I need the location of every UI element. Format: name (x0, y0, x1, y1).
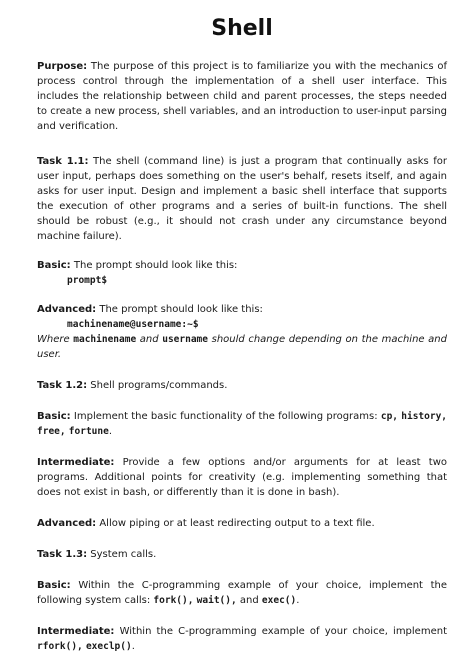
basic-syscalls-label: Basic: (37, 580, 71, 591)
task-1-1-text: The shell (command line) is just a program that continually asks for user input, perhaps does something on the user's behalf, resets itself, and again asks for user input. Design and implement a basic shell interface that supports the execution of other programs and a series of built-in functions. The shell should be robust (e.g., it should not crash under any circumstance beyond machine failure). (37, 156, 447, 242)
advanced-prompt-code-line (37, 317, 447, 332)
program-free: free, (37, 426, 66, 437)
note-rest: should change depending on the machine and user. (37, 334, 447, 360)
note-where: Where (37, 334, 70, 345)
basic-syscalls-end: . (296, 595, 300, 606)
purpose-text: The purpose of this project is to familiarize you with the mechanics of process control through the implementation of a shell user interface. This includes the relationship between child and parent processes, the steps needed to create a new process, shell variables, and an introduction to user-input parsing and verification. (37, 61, 447, 132)
task-1-1-paragraph (37, 154, 447, 244)
advanced-programs-text: Allow piping or at least redirecting output to a text file. (99, 518, 375, 529)
basic-programs-text: Implement the basic functionality of the following programs: (73, 411, 378, 422)
basic-prompt-code: prompt$ (67, 275, 108, 286)
syscall-wait: wait(), (196, 595, 237, 606)
basic-prompt-label: Basic: (37, 260, 71, 271)
intermediate-programs-text: Provide a few options and/or arguments for at least two programs. Additional points for creativity (e.g. implementing something that does not exist in bash, or differently than it is done in bash). (37, 457, 447, 498)
purpose-label: Purpose: (37, 61, 88, 72)
note-and: and (139, 334, 159, 345)
syscall-rfork: rfork(), (37, 641, 83, 652)
basic-prompt-paragraph (37, 258, 447, 273)
advanced-programs-label: Advanced: (37, 518, 97, 529)
basic-prompt-code-line (37, 273, 447, 288)
task-1-2-paragraph (37, 378, 447, 393)
task-1-2-label: Task 1.2: (37, 380, 88, 391)
intermediate-programs-paragraph (37, 455, 447, 500)
basic-programs-label: Basic: (37, 411, 71, 422)
note-machinename: machinename (73, 334, 137, 345)
program-cp: cp, (380, 411, 399, 422)
basic-prompt-text: The prompt should look like this: (73, 260, 238, 271)
advanced-prompt-label: Advanced: (37, 304, 97, 315)
syscall-execlp: execlp() (85, 641, 132, 652)
advanced-prompt-code: machinename@username:~$ (67, 319, 199, 330)
syscall-fork: fork(), (153, 595, 194, 606)
intermediate-syscalls-label: Intermediate: (37, 626, 115, 637)
basic-syscalls-text: Within the C-programming example of your choice, implement the following system calls: (37, 580, 448, 606)
task-1-1-label: Task 1.1: (37, 156, 89, 167)
task-1-3-text: System calls. (90, 549, 157, 560)
syscall-exec: exec() (261, 595, 297, 606)
basic-syscalls-and: and (239, 595, 259, 606)
basic-syscalls-paragraph (37, 578, 447, 608)
intermediate-programs-label: Intermediate: (37, 457, 115, 468)
intermediate-syscalls-end: . (131, 641, 135, 652)
advanced-programs-paragraph (37, 516, 447, 531)
task-1-2-text: Shell programs/commands. (90, 380, 228, 391)
intermediate-syscalls-paragraph (37, 624, 447, 654)
page-title: Shell (211, 16, 273, 41)
note-username: username (162, 334, 208, 345)
task-1-3-paragraph (37, 547, 447, 562)
basic-programs-paragraph (37, 409, 447, 439)
advanced-prompt-text: The prompt should look like this: (99, 304, 263, 315)
basic-programs-end: . (108, 426, 113, 437)
task-1-3-label: Task 1.3: (37, 549, 88, 560)
advanced-prompt-note (37, 332, 447, 362)
program-history: history, (401, 411, 448, 422)
advanced-prompt-paragraph (37, 302, 447, 317)
intermediate-syscalls-text: Within the C-programming example of your choice, implement (119, 626, 447, 637)
program-fortune: fortune (68, 426, 109, 437)
purpose-paragraph (37, 59, 447, 134)
